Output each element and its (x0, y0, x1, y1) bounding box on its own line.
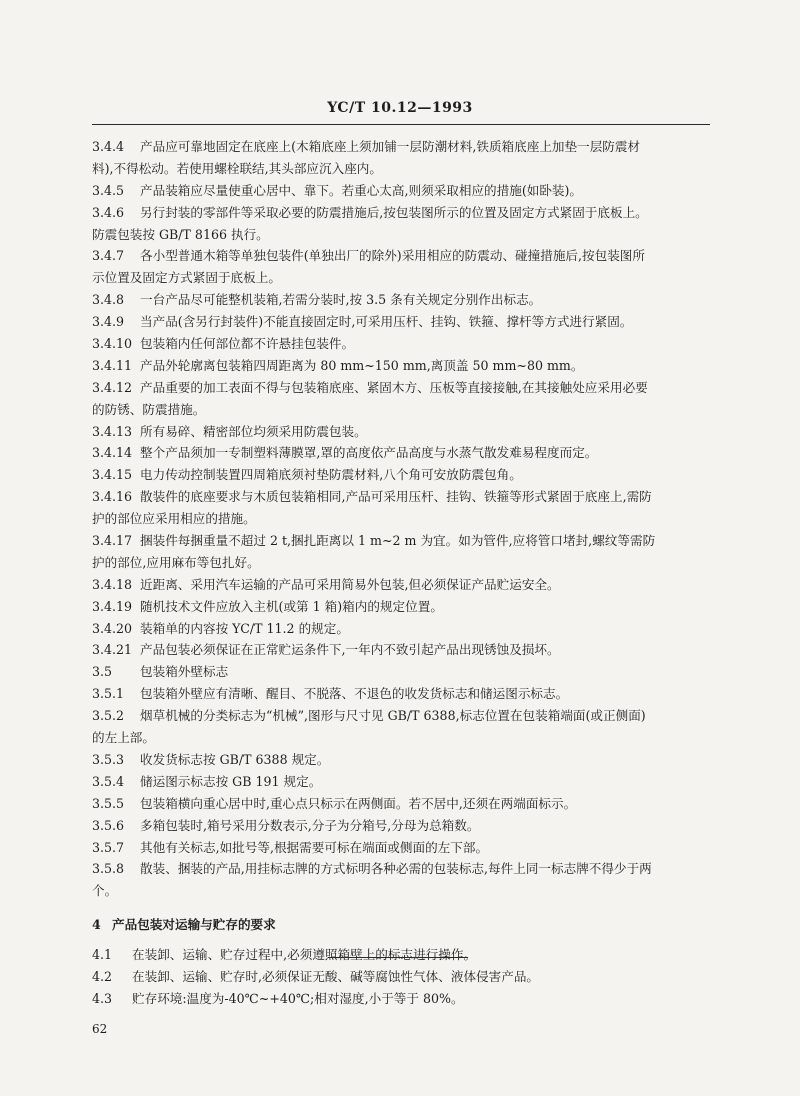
clause-text: 烟草机械的分类标志为“机械”,图形与尺寸见 GB/T 6388,标志位置在包装箱端面(或正侧面) (140, 708, 646, 724)
clause-line (92, 771, 712, 793)
clause-number: 4.1 (92, 947, 113, 963)
clause-line (92, 377, 712, 399)
clause-text: 整个产品须加一专制塑料薄膜罩,罩的高度依产品高度与水蒸气散发难易程度而定。 (140, 445, 598, 461)
clause-text: 产品包装必须保证在正常贮运条件下,一年内不致引起产品出现锈蚀及损坏。 (140, 642, 560, 658)
clause-text: 产品应可靠地固定在底座上(木箱底座上须加铺一层防潮材料,铁质箱底座上加垫一层防震材 (140, 139, 641, 154)
section-title: 产品包装对运输与贮存的要求 (112, 917, 276, 933)
clause-text: 产品重要的加工表面不得与包装箱底座、紧固木方、压板等直接接触,在其接触处应采用必要 (140, 379, 648, 395)
clause-text: 料),不得松动。若使用螺栓联结,其头部应沉入座内。 (92, 160, 382, 176)
clause-line (92, 661, 712, 683)
clause-text: 产品外轮廓离包装箱四周距离为 80 mm~150 mm,离顶盖 50 mm~80 mm。 (140, 357, 584, 373)
header-divider (92, 124, 710, 125)
clause-number: 3.4.19 (92, 598, 133, 614)
clause-number: 3.4.4 (92, 139, 125, 154)
clause-text: 近距离、采用汽车运输的产品可采用简易外包装,但必须保证产品贮运安全。 (140, 576, 560, 592)
clause-line (92, 705, 712, 727)
clause-line (92, 966, 712, 988)
clause-text: 一台产品尽可能整机装箱,若需分装时,按 3.5 条有关规定分别作出标志。 (140, 292, 542, 308)
clause-text: 的防锈、防震措施。 (92, 401, 206, 417)
clause-line (92, 944, 712, 966)
clause-line (92, 793, 712, 815)
clause-line (92, 442, 712, 464)
clause-text: 储运图示标志按 GB 191 规定。 (140, 773, 322, 789)
clause-text: 包装箱内任何部位都不许悬挂包装件。 (140, 336, 355, 352)
clause-continuation-line (92, 727, 712, 749)
clause-text: 示位置及固定方式紧固于底板上。 (92, 270, 281, 286)
clause-text: 护的部位应采用相应的措施。 (92, 511, 256, 527)
clause-text: 个。 (92, 883, 118, 899)
clause-text: 包装箱横向重心居中时,重心点只标示在两侧面。若不居中,还须在两端面标示。 (140, 795, 577, 811)
clause-number: 3.4.5 (92, 182, 125, 198)
clause-line (92, 289, 712, 311)
clause-number: 3.4.12 (92, 379, 133, 395)
clause-text: 装箱单的内容按 YC/T 11.2 的规定。 (140, 620, 349, 636)
clause-number: 3.5.4 (92, 773, 125, 789)
clause-text: 在装卸、运输、贮存时,必须保证无酸、碱等腐蚀性气体、液体侵害产品。 (132, 968, 540, 984)
clause-text: 各小型普通木箱等单独包装件(单独出厂的除外)采用相应的防震动、碰撞措施后,按包装图所 (140, 248, 645, 264)
clause-line (92, 574, 712, 596)
clause-number: 3.5.2 (92, 708, 125, 724)
clause-line (92, 486, 712, 508)
clause-line (92, 311, 712, 333)
clause-line (92, 245, 712, 267)
clause-line (92, 683, 712, 705)
clause-text: 随机技术文件应放入主机(或第 1 箱)箱内的规定位置。 (140, 598, 443, 614)
clause-continuation-line (92, 880, 712, 902)
clause-text: 散装件的底座要求与木质包装箱相同,产品可采用压杆、挂钩、铁箍等形式紧固于底座上,需防 (140, 489, 652, 505)
clause-continuation-line (92, 267, 712, 289)
clause-number: 3.4.13 (92, 423, 133, 439)
clause-number: 3.4.8 (92, 292, 125, 308)
clause-number: 3.5.5 (92, 795, 125, 811)
clause-number: 3.5.3 (92, 751, 125, 767)
clause-line (92, 180, 712, 202)
clause-text: 收发货标志按 GB/T 6388 规定。 (140, 751, 330, 767)
clause-text: 所有易碎、精密部位均须采用防震包装。 (140, 423, 367, 439)
clause-line (92, 355, 712, 377)
clause-number: 3.4.17 (92, 533, 133, 549)
clause-line (92, 815, 712, 837)
clause-line (92, 530, 712, 552)
clause-number: 4.2 (92, 968, 113, 984)
clause-line (92, 202, 712, 224)
clause-number: 3.5.7 (92, 839, 125, 855)
section-4-clauses (92, 944, 712, 1010)
clause-line (92, 136, 712, 158)
clause-number: 3.5.6 (92, 817, 125, 833)
clause-text: 的左上部。 (92, 730, 155, 746)
clause-number: 3.4.18 (92, 576, 133, 592)
clause-line (92, 618, 712, 640)
clause-continuation-line (92, 399, 712, 421)
clause-continuation-line (92, 552, 712, 574)
clause-number: 3.4.10 (92, 336, 133, 352)
clause-number: 3.4.9 (92, 314, 125, 330)
clause-text: 散装、捆装的产品,用挂标志牌的方式标明各种必需的包装标志,每件上同一标志牌不得少于两 (140, 861, 652, 877)
clause-number: 3.4.6 (92, 204, 125, 220)
clause-continuation-line (92, 158, 712, 180)
section-heading (92, 914, 712, 936)
clause-number: 3.5 (92, 664, 113, 680)
clause-text: 当产品(含另行封装件)不能直接固定时,可采用压杆、挂钩、铁箍、撑杆等方式进行紧固。 (140, 314, 633, 330)
section-number: 4 (92, 917, 101, 933)
clause-line (92, 837, 712, 859)
clause-text: 护的部位,应用麻布等包扎好。 (92, 554, 260, 570)
clause-text: 在装卸、运输、贮存过程中,必须遵照箱壁上的标志进行操作。 (132, 947, 477, 963)
clause-text: 其他有关标志,如批号等,根据需要可标在端面或侧面的左下部。 (140, 839, 489, 855)
clause-list (92, 136, 712, 902)
clause-number: 3.5.8 (92, 861, 125, 877)
clause-line (92, 858, 712, 880)
clause-text: 包装箱外壁标志 (140, 664, 229, 680)
clause-continuation-line (92, 508, 712, 530)
clause-text: 多箱包装时,箱号采用分数表示,分子为分箱号,分母为总箱数。 (140, 817, 480, 833)
standard-code-header: YC/T 10.12—1993 (327, 100, 473, 116)
page-number: 62 (92, 1022, 108, 1036)
clause-number: 3.4.20 (92, 620, 133, 636)
clause-line (92, 333, 712, 355)
clause-number: 3.5.1 (92, 686, 125, 702)
clause-line (92, 749, 712, 771)
clause-line (92, 421, 712, 443)
clause-number: 3.4.14 (92, 445, 133, 461)
clause-text: 防震包装按 GB/T 8166 执行。 (92, 226, 269, 242)
clause-text: 另行封装的零部件等采取必要的防震措施后,按包装图所示的位置及固定方式紧固于底板上。 (140, 204, 648, 220)
clause-text: 捆装件每捆重量不超过 2 t,捆扎距离以 1 m~2 m 为宜。如为管件,应将管口堵封,螺纹等需防 (140, 533, 656, 549)
clause-text: 包装箱外壁应有清晰、醒目、不脱落、不退色的收发货标志和储运图示标志。 (140, 686, 569, 702)
clause-number: 3.4.11 (92, 357, 133, 373)
clause-number: 3.4.7 (92, 248, 125, 264)
clause-number: 3.4.15 (92, 467, 133, 483)
clause-text: 贮存环境:温度为-40℃~+40℃;相对湿度,小于等于 80%。 (132, 990, 464, 1006)
clause-line (92, 464, 712, 486)
clause-number: 4.3 (92, 990, 113, 1006)
end-rule (328, 957, 468, 958)
document-body (92, 136, 712, 1010)
clause-text: 产品装箱应尽量使重心居中、靠下。若重心太高,则须采取相应的措施(如卧装)。 (140, 182, 583, 198)
clause-line (92, 639, 712, 661)
clause-number: 3.4.21 (92, 642, 133, 658)
clause-line (92, 988, 712, 1010)
clause-number: 3.4.16 (92, 489, 133, 505)
clause-line (92, 596, 712, 618)
clause-continuation-line (92, 224, 712, 246)
clause-text: 电力传动控制装置四周箱底须衬垫防震材料,八个角可安放防震包角。 (140, 467, 522, 483)
